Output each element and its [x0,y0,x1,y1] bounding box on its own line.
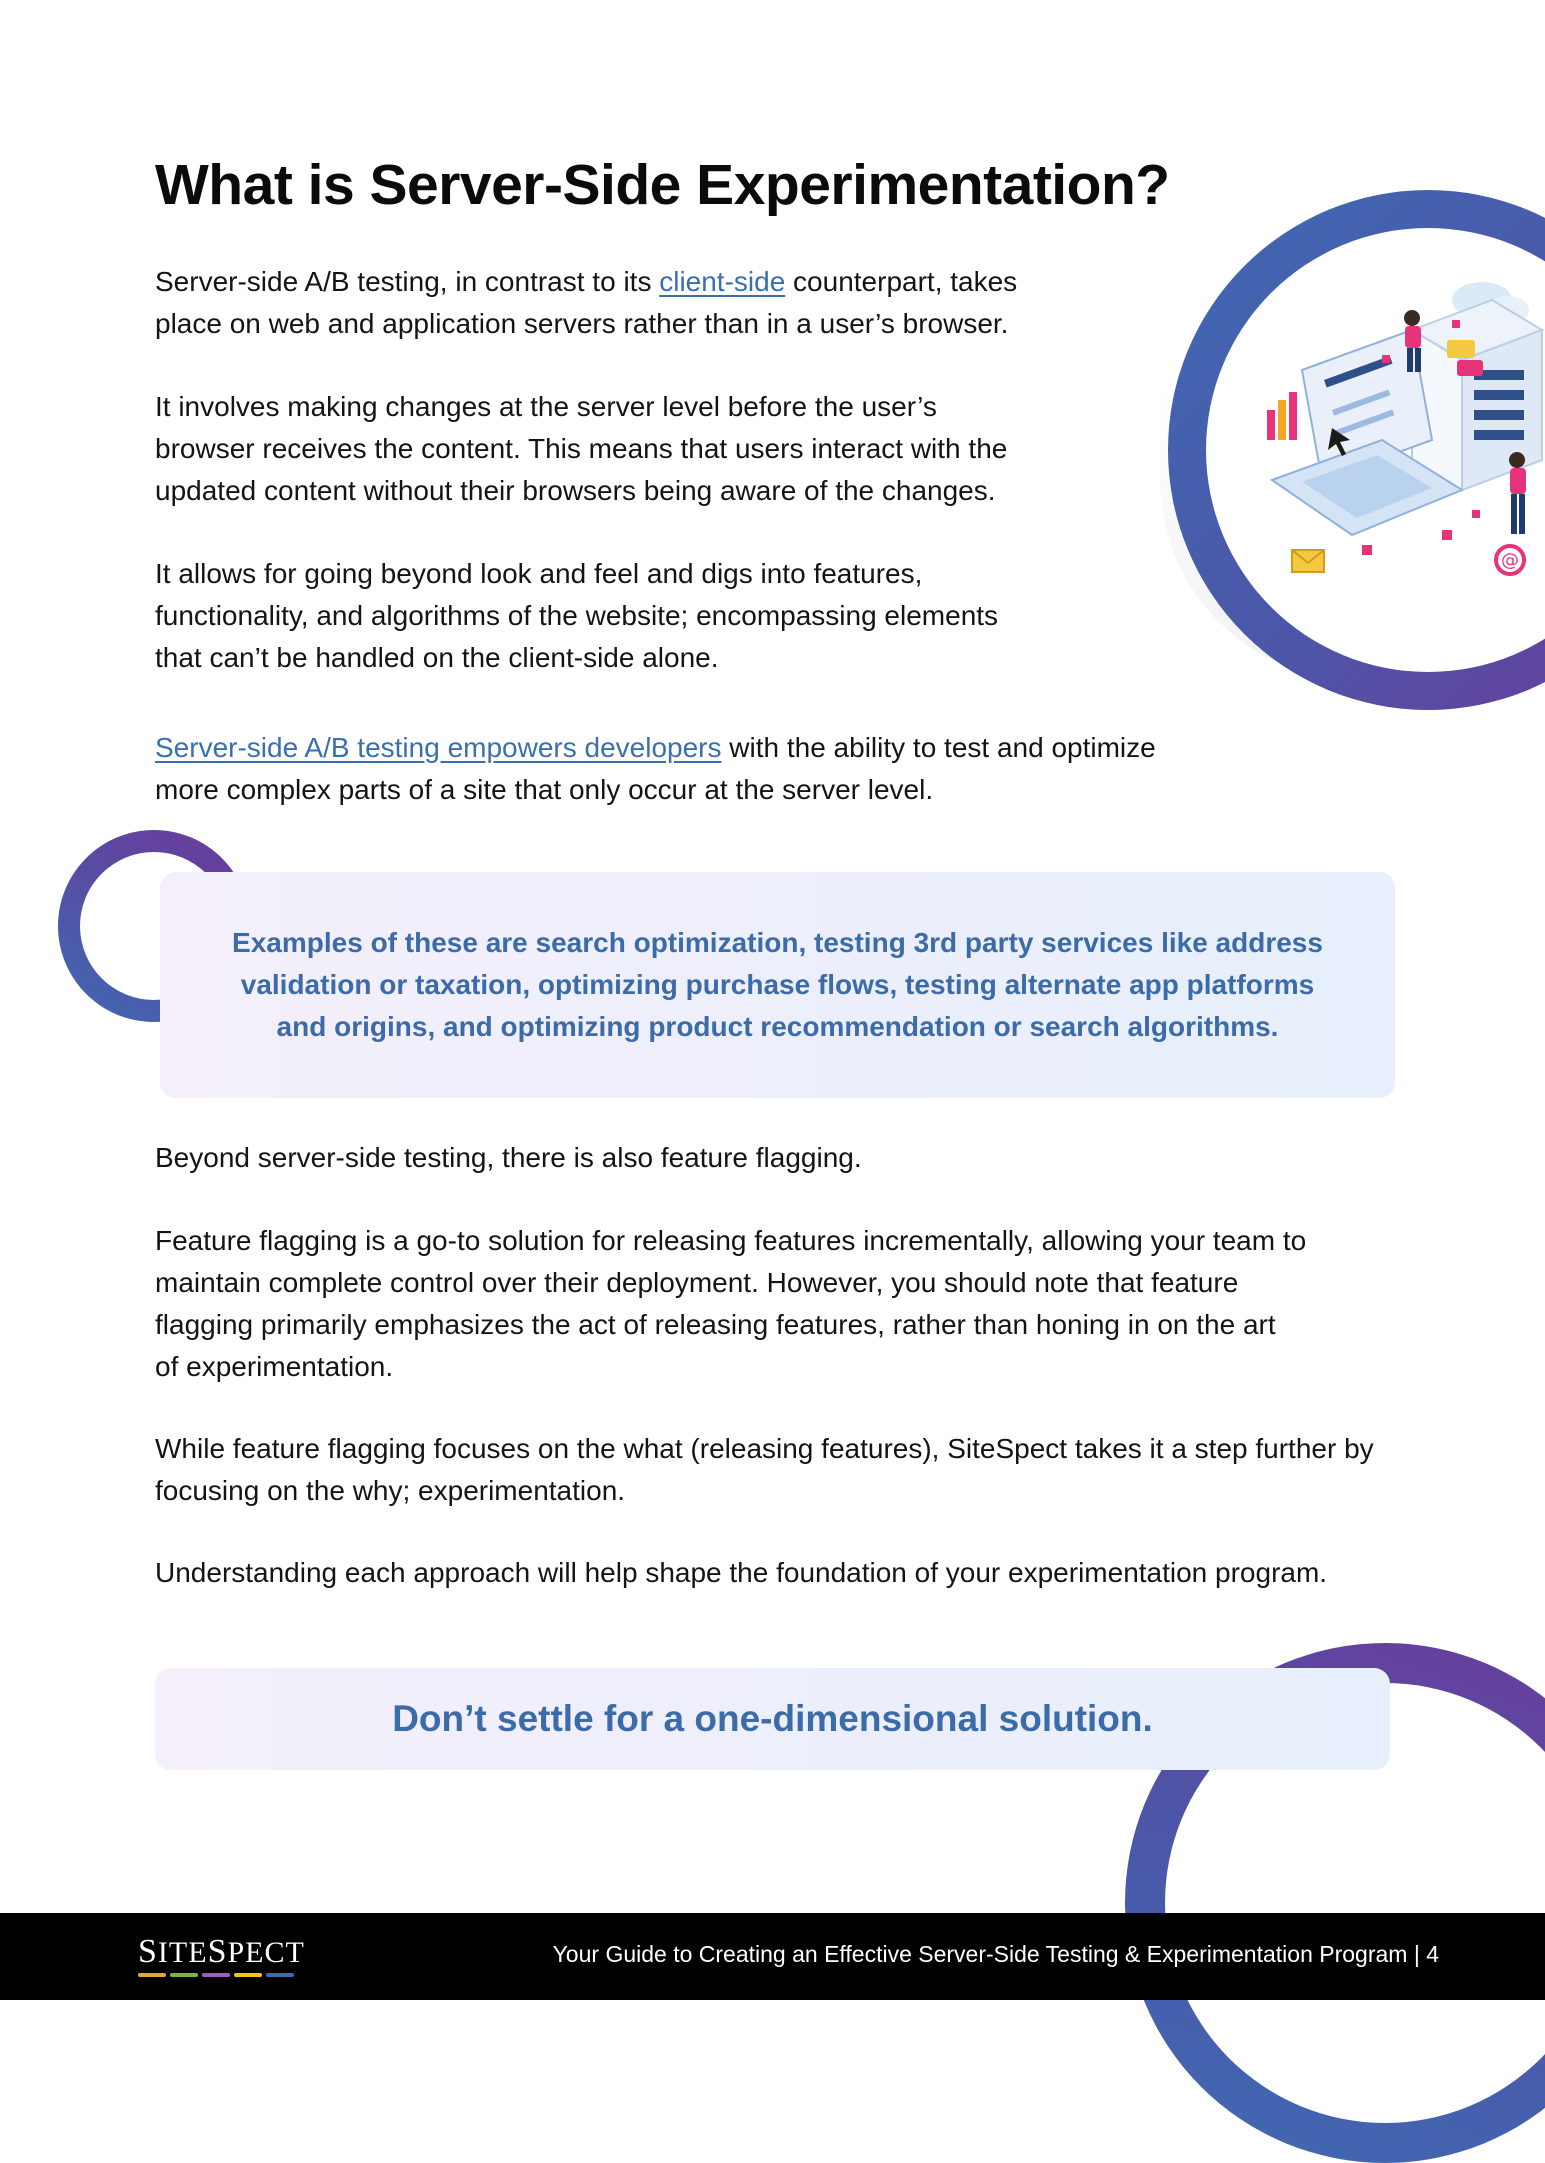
logo-bar [234,1973,262,1977]
callout-line: validation or taxation, optimizing purchase flows, testing alternate app platforms [240,969,1315,1000]
intro-p1-text-after: counterpart, takes [785,266,1018,297]
intro-p3-line: that can’t be handled on the client-side alone. [155,642,719,673]
body-p5-line: Beyond server-side testing, there is also feature flagging. [155,1142,862,1173]
callout-line: Examples of these are search optimization, testing 3rd party services like address [232,927,1323,958]
body-paragraph-2 [155,1220,1306,1388]
examples-callout [160,872,1395,1098]
page-footer [0,1913,1545,2000]
cta-banner [155,1668,1390,1770]
callout-line: and origins, and optimizing product recommendation or search algorithms. [276,1011,1279,1042]
logo-bar [170,1973,198,1977]
logo-letters: ITE [157,1936,208,1969]
body-paragraph-3 [155,1428,1374,1512]
intro-paragraph-1 [155,261,1017,345]
intro-p3-line: functionality, and algorithms of the website; encompassing elements [155,600,999,631]
intro-paragraph-3 [155,553,998,679]
body-paragraph-1 [155,1137,862,1179]
body-paragraph-4 [155,1552,1327,1594]
intro-p2-line: updated content without their browsers being aware of the changes. [155,475,996,506]
intro-p3-line: It allows for going beyond look and feel and digs into features, [155,558,923,589]
svg-text:@: @ [1501,550,1519,571]
body-p7-line: While feature flagging focuses on the what (releasing features), SiteSpect takes it a step further by [155,1433,1374,1464]
intro-p2-line: browser receives the content. This means that users interact with the [155,433,1008,464]
intro-p4-line-2: more complex parts of a site that only occur at the server level. [155,774,934,805]
logo-bar [138,1973,166,1977]
intro-p1-text: Server-side A/B testing, in contrast to its [155,266,660,297]
logo-letter: S [207,1933,228,1970]
server-side-developers-link[interactable]: Server-side A/B testing empowers developers [155,732,722,763]
body-p6-line: maintain complete control over their deployment. However, you should note that feature [155,1267,1239,1298]
body-p6-line: of experimentation. [155,1351,394,1382]
logo-letters: PECT [227,1936,305,1969]
body-p8-line: Understanding each approach will help shape the foundation of your experimentation program. [155,1557,1328,1588]
intro-paragraph-2 [155,386,1007,512]
page-title: What is Server-Side Experimentation? [155,153,1170,217]
intro-p1-line-1 [155,261,1017,303]
logo-color-bars [138,1973,294,1977]
intro-paragraph-4 [155,727,1156,811]
server-illustration-icon [1262,260,1545,600]
callout-text [232,922,1323,1048]
intro-p2-line: It involves making changes at the server level before the user’s [155,391,937,422]
body-p6-line: flagging primarily emphasizes the act of releasing features, rather than honing in on the art [155,1309,1276,1340]
sitespect-logo [138,1933,305,1971]
intro-p1-line-2: place on web and application servers rather than in a user’s browser. [155,308,1009,339]
intro-p4-text-after: with the ability to test and optimize [721,732,1156,763]
footer-guide-text: Your Guide to Creating an Effective Server-Side Testing & Experimentation Program | 4 [552,1941,1439,1967]
body-p6-line: Feature flagging is a go-to solution for releasing features incrementally, allowing your team to [155,1225,1307,1256]
logo-bar [266,1973,294,1977]
client-side-link[interactable]: client-side [659,266,786,297]
banner-text: Don’t settle for a one-dimensional solution. [392,1698,1153,1739]
logo-letter: S [138,1933,158,1970]
intro-p4-line-1 [155,727,1156,769]
logo-bar [202,1973,230,1977]
body-p7-line: focusing on the why; experimentation. [155,1475,626,1506]
